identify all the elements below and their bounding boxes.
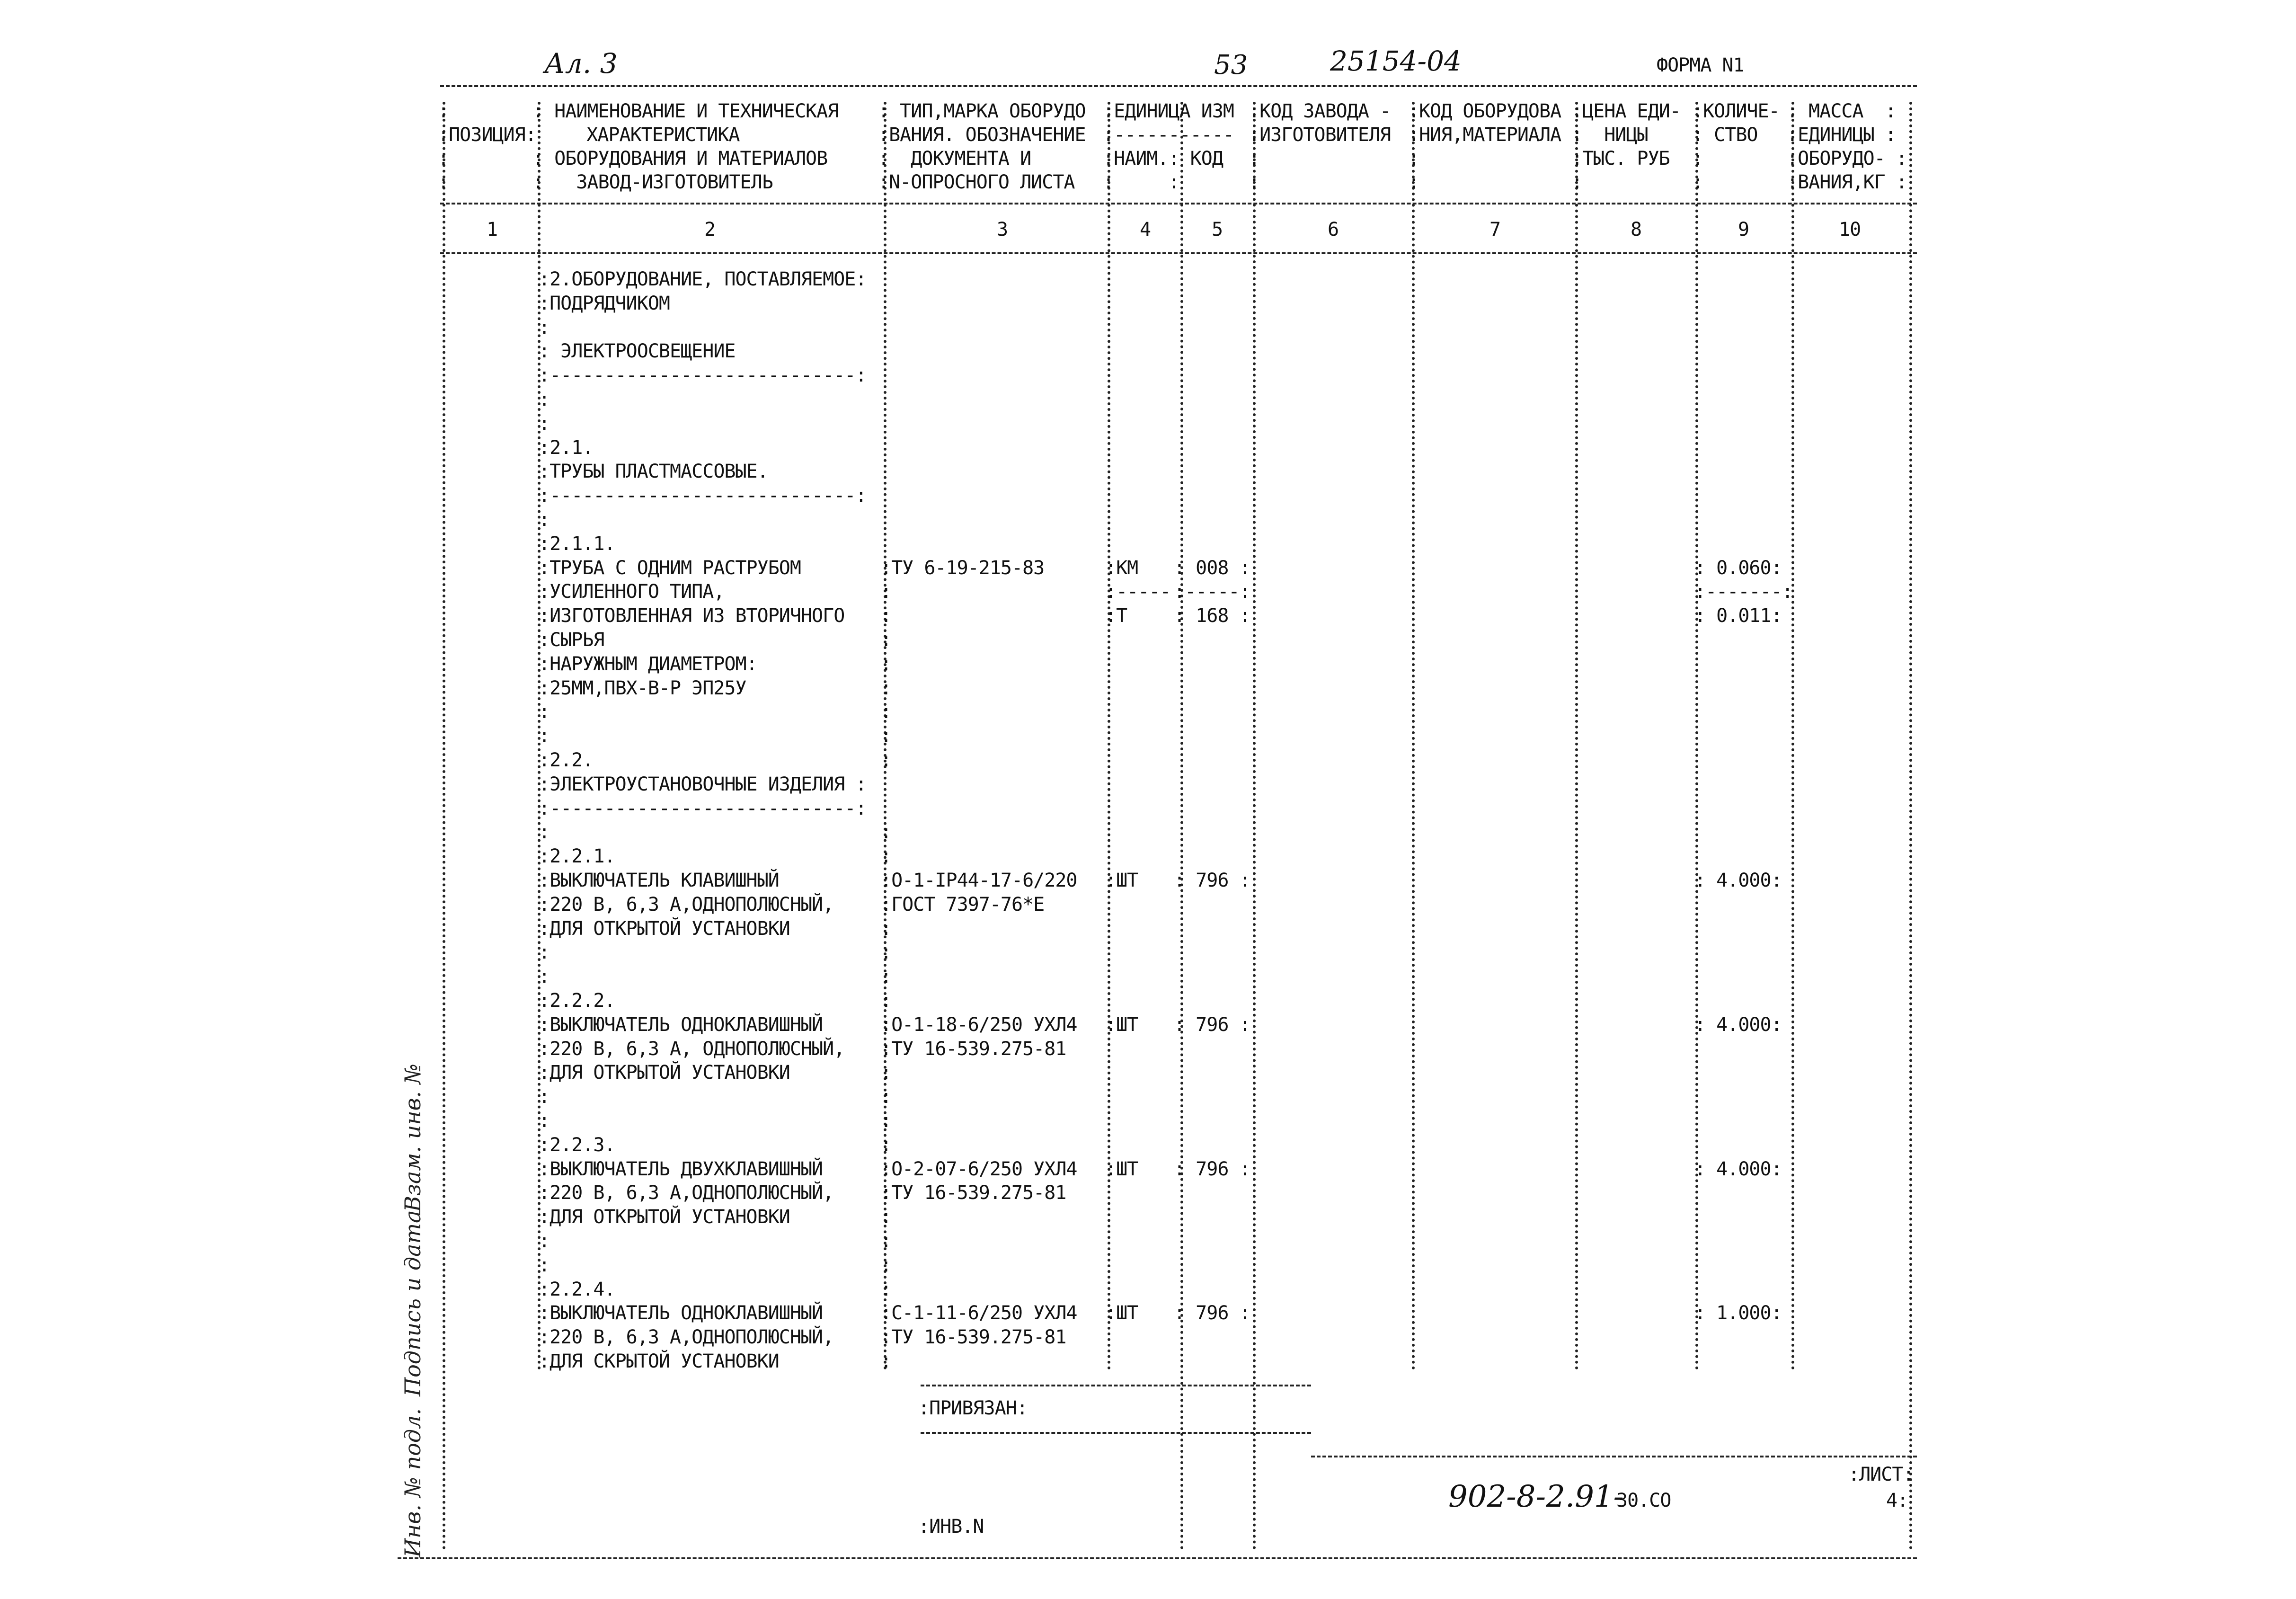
cell-name: : [539,389,550,410]
col-sep-4 [1180,102,1183,1550]
col-number-10: 10 [1839,219,1861,240]
cell-quantity: : 0.060: [1694,557,1782,579]
col-number-6: 6 [1328,219,1339,240]
cell-unit: :ШТ [1105,1158,1138,1180]
page-number: 53 [1214,50,1248,80]
header-col2-l1: : НАИМЕНОВАНИЕ И ТЕХНИЧЕСКАЯ [532,100,839,122]
cell-type: : [880,749,892,771]
bound-label: :ПРИВЯЗАН: [918,1397,1028,1419]
cell-name: :2.1. [539,437,594,459]
cell-name: : [539,509,550,531]
cell-name: : [539,966,550,987]
cell-name: :ВЫКЛЮЧАТЕЛЬ ОДНОКЛАВИШНЫЙ [539,1014,823,1036]
col-sep-8 [1695,102,1698,1370]
cell-type: :ГОСТ 7397-76*Е [880,894,1045,915]
header-col6-l1: :КОД ЗАВОДА - [1249,100,1391,122]
cell-code: :-----: [1174,581,1250,603]
header-col45-l4: : : [1103,171,1179,193]
cell-type: : [880,1350,892,1372]
cell-name: :2.2. [539,749,594,771]
cell-name: :ТРУБЫ ПЛАСТМАССОВЫЕ. [539,461,768,482]
cell-name: : [539,725,550,747]
cell-type: : [880,581,892,603]
col-sep-6 [1412,102,1415,1370]
header-col3-l3: : ДОКУМЕНТА И [878,148,1031,169]
cell-name: :ВЫКЛЮЧАТЕЛЬ ОДНОКЛАВИШНЫЙ [539,1302,823,1324]
header-col3-l2: :ВАНИЯ. ОБОЗНАЧЕНИЕ [878,124,1086,146]
header-col2-l4: : ЗАВОД-ИЗГОТОВИТЕЛЬ [532,171,773,193]
project-code: 25154-04 [1330,45,1462,77]
cell-type: : [880,605,892,627]
cell-type: :О-1-18-6/250 УХЛ4 [880,1014,1077,1036]
cell-code: : 168 : [1174,605,1250,627]
header-col10-l1: : МАССА : [1787,100,1896,122]
cell-type: : [880,1279,892,1300]
header-col3-l1: : ТИП,МАРКА ОБОРУДО [878,100,1086,122]
col-sep-left [443,102,445,1550]
cell-type: : [880,942,892,963]
cell-quantity: : 0.011: [1694,605,1782,627]
cell-name: :2.1.1. [539,533,615,555]
cell-type: :ТУ 16-539.275-81 [880,1326,1066,1348]
cell-name: :ДЛЯ СКРЫТОЙ УСТАНОВКИ [539,1350,779,1372]
cell-quantity: :-------: [1694,581,1793,603]
cell-quantity: : 4.000: [1694,870,1782,891]
cell-type: :ТУ 16-539.275-81 [880,1182,1066,1204]
cell-name: :2.2.1. [539,845,615,867]
top-rule [440,85,1917,87]
cell-name: :220 В, 6,3 А,ОДНОПОЛЮСНЫЙ, [539,1326,834,1348]
header-col10-l4: :ВАНИЯ,КГ : [1787,171,1907,193]
cell-name: : ЭЛЕКТРООСВЕЩЕНИЕ [539,340,736,362]
cell-type: : [880,1134,892,1156]
cell-name: : [539,1254,550,1276]
cell-type: :ТУ 16-539.275-81 [880,1038,1066,1060]
cell-name: :ТРУБА С ОДНИМ РАСТРУБОМ [539,557,801,579]
header-col9-l2: : СТВО [1692,124,1758,146]
cell-unit: :Т [1105,605,1127,627]
side-stamp-replace: Взам. инв. № [400,1063,426,1212]
header-col45-l2: :----------- [1103,124,1234,146]
cell-type: : [880,701,892,723]
cell-name: :25ММ,ПВХ-В-Р ЭП25У [539,677,746,699]
header-col9-l1: :КОЛИЧЕ- [1692,100,1780,122]
cell-type: : [880,725,892,747]
cell-name: :----------------------------: [539,485,867,506]
cell-name: :220 В, 6,3 А, ОДНОПОЛЮСНЫЙ, [539,1038,845,1060]
cell-type: : [880,653,892,675]
col-number-9: 9 [1738,219,1749,240]
cell-unit: :ШТ [1105,1014,1138,1036]
cell-type: : [880,1062,892,1084]
drawing-suffix: 30.СО [1616,1490,1671,1511]
header-col2-l3: : ОБОРУДОВАНИЯ И МАТЕРИАЛОВ [532,148,828,169]
cell-type: : [880,845,892,867]
cell-name: :----------------------------: [539,364,867,386]
cell-type: : [880,990,892,1012]
cell-name: :ВЫКЛЮЧАТЕЛЬ КЛАВИШНЫЙ [539,870,779,891]
cell-code: : 796 : [1174,870,1250,891]
side-stamp-inv: Инв. № подл. [400,1408,426,1557]
col-sep-3 [1108,102,1110,1370]
drawing-code: 902-8-2.91- [1448,1479,1624,1514]
cell-name: : [539,1110,550,1132]
cell-quantity: : 1.000: [1694,1302,1782,1324]
cell-name: :УСИЛЕННОГО ТИПА, [539,581,725,603]
cell-name: :ДЛЯ ОТКРЫТОЙ УСТАНОВКИ [539,1062,790,1084]
cell-name: :2.2.2. [539,990,615,1012]
cell-name: :ПОДРЯДЧИКОМ [539,293,670,314]
col-sep-5 [1253,102,1256,1550]
cell-type: : [880,629,892,651]
header-col7-l2: :НИЯ,МАТЕРИАЛА [1408,124,1561,146]
cell-code: : 796 : [1174,1158,1250,1180]
col-number-5: 5 [1212,219,1223,240]
header-col6-l3: : [1249,148,1260,169]
cell-type: :О-1-IP44-17-6/220 [880,870,1077,891]
header-col8-l4: : [1571,171,1583,193]
header-col8-l2: : НИЦЫ [1571,124,1648,146]
header-col7-l3: : [1408,148,1419,169]
form-label: ФОРМА N1 [1657,54,1744,76]
cell-name: : [539,1086,550,1108]
cell-type: :С-1-11-6/250 УХЛ4 [880,1302,1077,1324]
header-col45-l3: :НАИМ.: КОД [1103,148,1223,169]
header-col45-l1: :ЕДИНИЦА ИЗМ [1103,100,1234,122]
sheet-label: :ЛИСТ: [1848,1464,1914,1485]
cell-name: :НАРУЖНЫМ ДИАМЕТРОМ: [539,653,757,675]
cell-name: :ИЗГОТОВЛЕННАЯ ИЗ ВТОРИЧНОГО [539,605,845,627]
cell-type: : [880,1254,892,1276]
cell-type: : [880,821,892,843]
col-sep-7 [1575,102,1578,1370]
cell-type: : [880,1230,892,1252]
cell-name: :2.2.3. [539,1134,615,1156]
col-sep-right [1909,102,1912,1550]
col-sep-9 [1791,102,1794,1370]
album-number: Ал. 3 [544,47,618,80]
cell-name: : [539,317,550,338]
cell-unit: :КМ [1105,557,1138,579]
cell-code: : 796 : [1174,1302,1250,1324]
header-col10-l3: :ОБОРУДО- : [1787,148,1907,169]
cell-type: : [880,966,892,987]
header-col6-l2: :ИЗГОТОВИТЕЛЯ [1249,124,1391,146]
cell-name: :СЫРЬЯ [539,629,604,651]
side-stamp-signature: Подпись и дата [400,1210,426,1396]
header-col9-l3: : [1692,148,1703,169]
cell-unit: :----- [1105,581,1171,603]
header-col6-l4: : [1249,171,1260,193]
cell-code: : 796 : [1174,1014,1250,1036]
header-col3-l4: :N-ОПРОСНОГО ЛИСТА [878,171,1075,193]
cell-unit: :ШТ [1105,1302,1138,1324]
cell-name: :ДЛЯ ОТКРЫТОЙ УСТАНОВКИ [539,1206,790,1228]
cell-name: : [539,701,550,723]
cell-name: : [539,413,550,435]
header-col7-l1: :КОД ОБОРУДОВА [1408,100,1561,122]
inv-label: :ИНВ.N [918,1516,984,1537]
cell-quantity: : 4.000: [1694,1014,1782,1036]
sheet-number: 4: [1886,1490,1908,1511]
header-col7-l4: : [1408,171,1419,193]
header-col9-l4: : [1692,171,1703,193]
cell-name: :2.ОБОРУДОВАНИЕ, ПОСТАВЛЯЕМОЕ: [539,268,867,290]
header-col1-l2: :ПОЗИЦИЯ: [438,124,536,146]
header-col10-l2: :ЕДИНИЦЫ : [1787,124,1896,146]
col-number-3: 3 [997,219,1008,240]
bottom-rule [398,1557,1917,1559]
cell-type: : [880,1086,892,1108]
cell-name: : [539,1230,550,1252]
cell-type: : [880,918,892,940]
cell-type: : [880,677,892,699]
header-col2-l2: ХАРАКТЕРИСТИКА [554,124,740,146]
header-col8-l3: :ТЫС. РУБ [1571,148,1670,169]
cell-quantity: : 4.000: [1694,1158,1782,1180]
cell-name: :220 В, 6,3 А,ОДНОПОЛЮСНЫЙ, [539,1182,834,1204]
cell-name: :ДЛЯ ОТКРЫТОЙ УСТАНОВКИ [539,918,790,940]
cell-type: : [880,1110,892,1132]
cell-name: :ВЫКЛЮЧАТЕЛЬ ДВУХКЛАВИШНЫЙ [539,1158,823,1180]
col-number-7: 7 [1489,219,1501,240]
col-number-1: 1 [487,219,498,240]
header-col1-l3: : [438,148,449,169]
cell-type: :О-2-07-6/250 УХЛ4 [880,1158,1077,1180]
col-number-2: 2 [704,219,716,240]
cell-name: : [539,821,550,843]
cell-name: :220 В, 6,3 А,ОДНОПОЛЮСНЫЙ, [539,894,834,915]
cell-type: :ТУ 6-19-215-83 [880,557,1045,579]
cell-name: :2.2.4. [539,1279,615,1300]
header-col8-l1: :ЦЕНА ЕДИ- [1571,100,1681,122]
col-number-4: 4 [1140,219,1151,240]
cell-code: : 008 : [1174,557,1250,579]
right-block-rule [1311,1456,1917,1457]
cell-type: : [880,1206,892,1228]
cell-unit: :ШТ [1105,870,1138,891]
cell-name: :----------------------------: [539,798,867,819]
col-number-8: 8 [1631,219,1642,240]
cell-name: : [539,942,550,963]
header-col1-l4: : [438,171,449,193]
cell-name: :ЭЛЕКТРОУСТАНОВОЧНЫЕ ИЗДЕЛИЯ : [539,773,867,795]
header-col1-l1: : [438,100,449,122]
